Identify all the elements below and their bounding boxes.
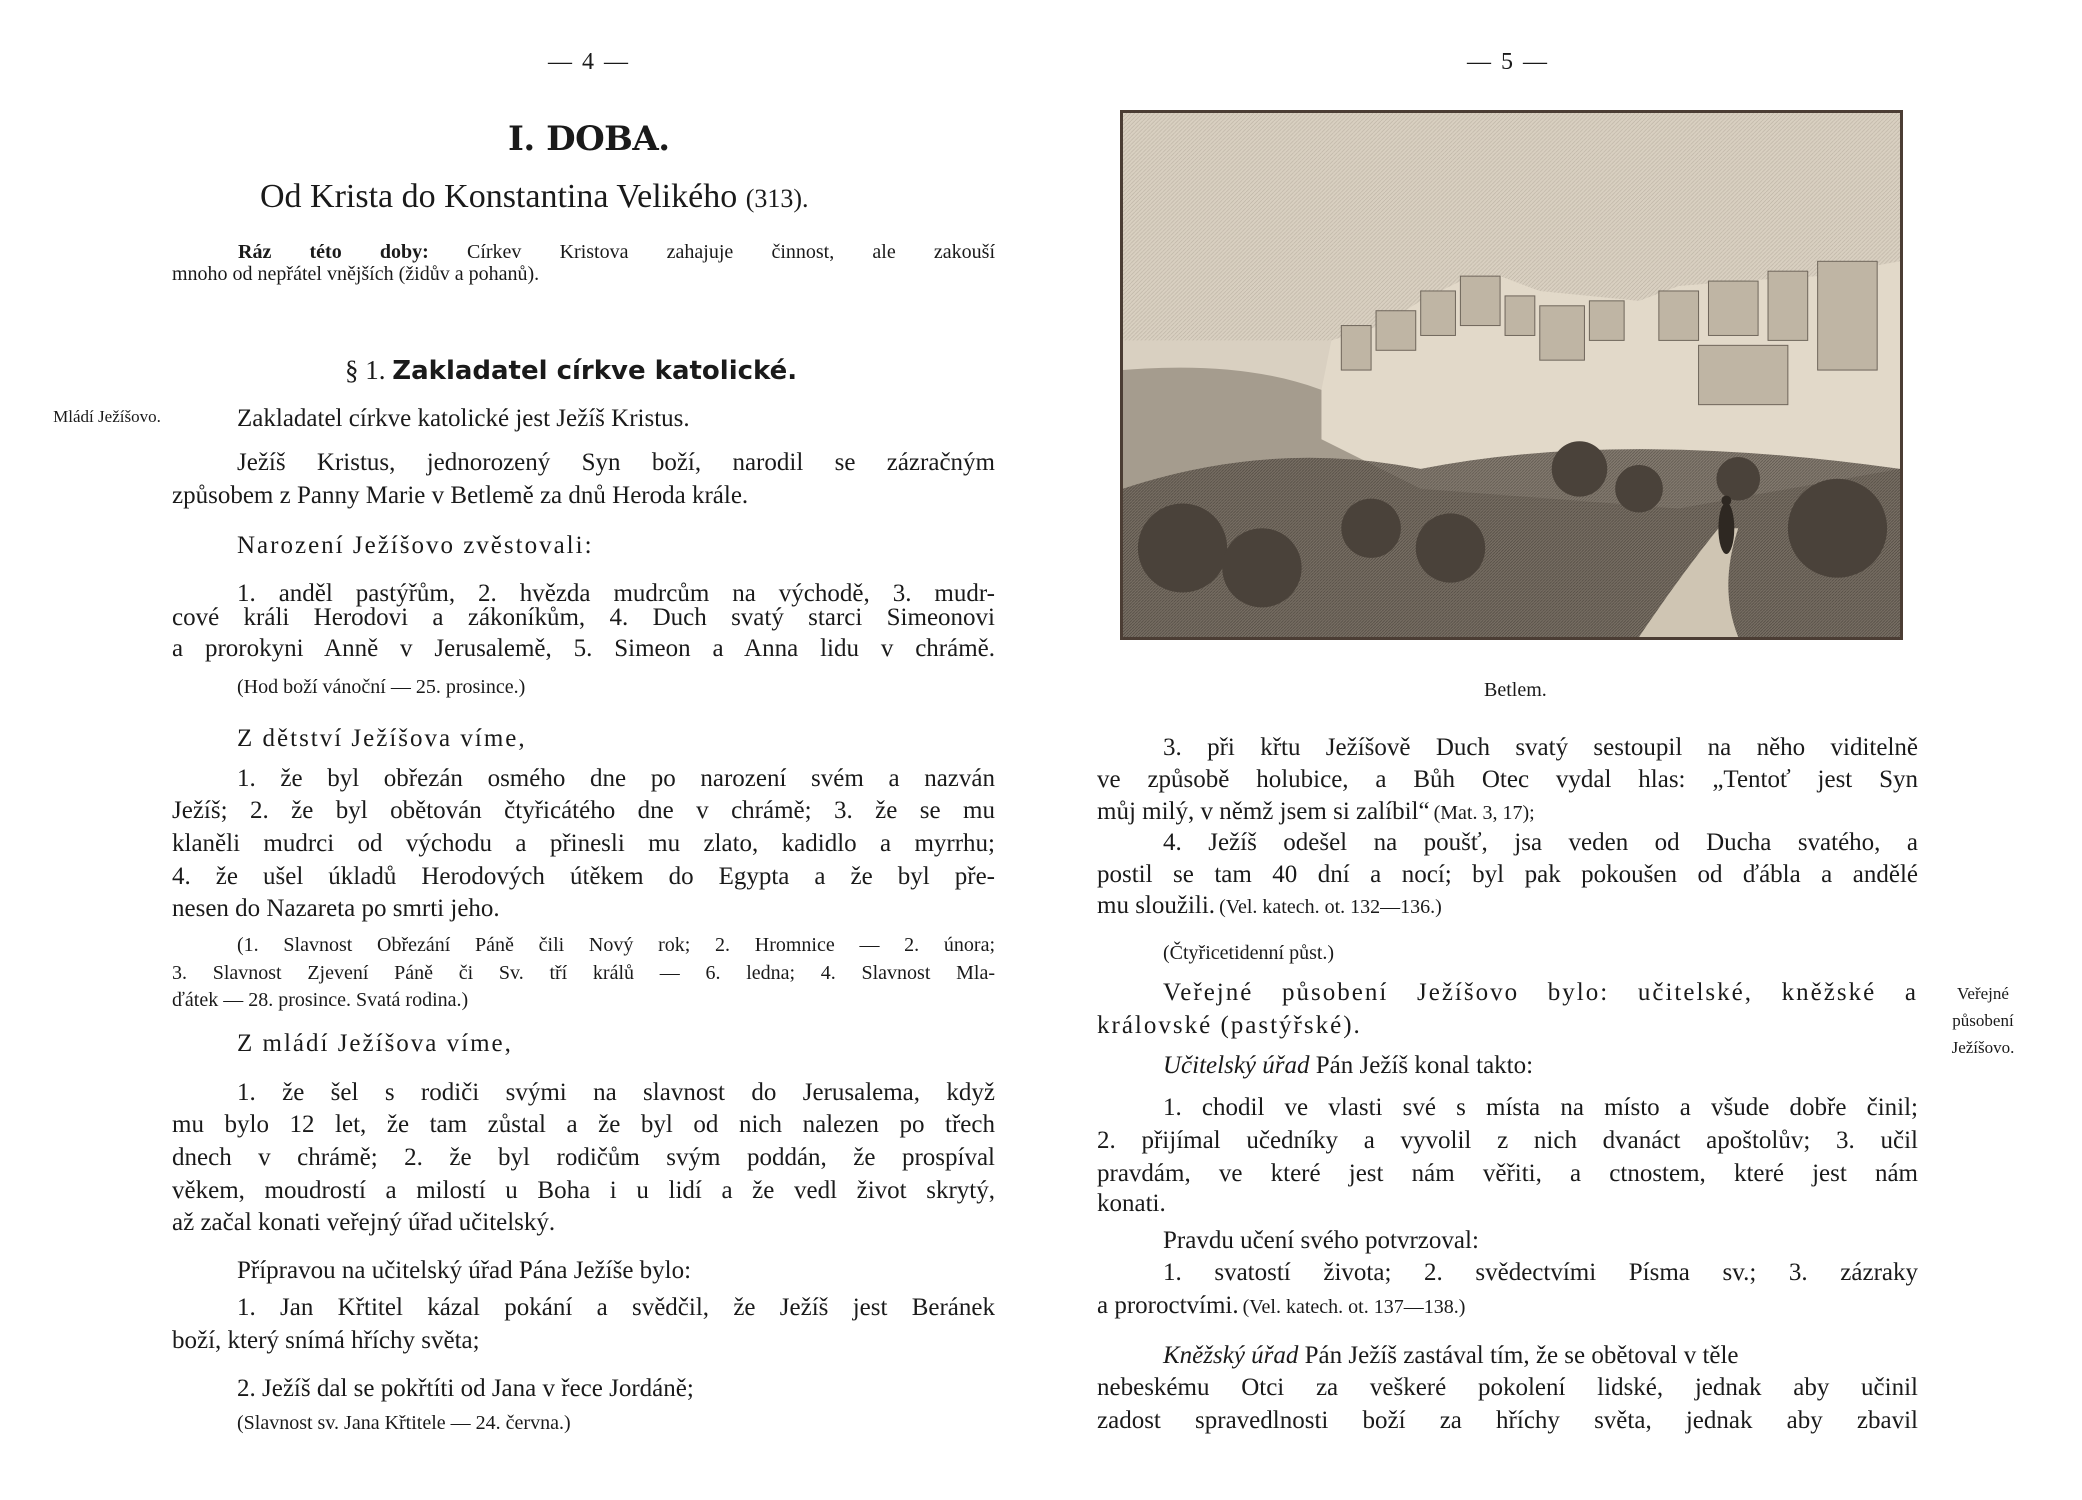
text-line: postil se tam 40 dní a nocí; byl pak pokoušen od ďábla a andělé [1097, 861, 1918, 888]
engraving-illustration [1123, 113, 1900, 637]
text-line: 1. že šel s rodiči svými na slavnost do Jerusalema, když [237, 1079, 995, 1106]
text-line: Ježíš Kristus, jednorozený Syn boží, narodil se zázračným [237, 449, 995, 476]
text-line: 4. Ježíš odešel na poušť, jsa veden od Ducha svatého, a [1163, 829, 1918, 856]
margin-note: Mládí Ježíšovo. [53, 407, 161, 426]
period-character-text: Církev Kristova zahajuje činnost, ale zakouší [466, 241, 996, 263]
scripture-reference: (Mat. 3, 17); [1433, 802, 1535, 824]
text-line-main: můj milý, v němž jsem si zalíbil“ [1097, 798, 1430, 825]
text-line: 1. že byl obřezán osmého dne po narození svém a nazván [237, 765, 995, 792]
page-number: — 4 — [548, 49, 630, 75]
section-sign: § 1. [345, 355, 386, 385]
text-line: zadost spravedlnosti boží za hříchy světa, jednak aby zbavil [1097, 1407, 1918, 1434]
text-line: Přípravou na učitelský úřad Pána Ježíše bylo: [237, 1257, 692, 1284]
text-line: pravdám, ve které jest nám věřiti, a ctnostem, které jest nám [1097, 1160, 1918, 1187]
text-line-main: Pán Ježíš zastával tím, že se obětoval v těle [1304, 1342, 1739, 1369]
text-line: boží, který snímá hříchy světa; [172, 1327, 480, 1354]
text-line [1097, 799, 1535, 824]
footnote-line: (Čtyřicetidenní půst.) [1163, 942, 1335, 964]
period-subtitle-text: Od Krista do Konstantina Velikého [260, 178, 738, 215]
period-year: (313). [745, 184, 809, 213]
text-line: nebeskému Otci za veškeré pokolení lidské, jednak aby učinil [1097, 1374, 1918, 1401]
period-character-line-1 [238, 242, 995, 262]
text-line: 3. při křtu Ježíšově Duch svatý sestoupil na něho viditelně [1163, 734, 1918, 761]
period-heading: I. DOBA. [508, 119, 670, 159]
text-line: mu bylo 12 let, že tam zůstal a že byl od nich nalezen po třech [172, 1111, 995, 1138]
text-line: Ježíš; 2. že byl obětován čtyřicátého dne v chrámě; 3. že se mu [172, 797, 995, 824]
text-line: Narození Ježíšovo zvěstovali: [237, 532, 594, 559]
figure-bethlehem-engraving [1120, 110, 1903, 640]
text-line: 4. že ušel úkladů Herodových útěkem do Egypta a že byl pře- [172, 863, 995, 890]
text-line: 1. Jan Křtitel kázal pokání a svědčil, že Ježíš jest Beránek [237, 1294, 995, 1321]
text-line: ve způsobě holubice, a Bůh Otec vydal hlas: „Tentoť jest Syn [1097, 766, 1918, 793]
text-line-main: mu sloužili. [1097, 892, 1216, 919]
footnote-line: (Slavnost sv. Jana Křtitele — 24. června.) [237, 1412, 571, 1434]
emphasis-teaching-office: Učitelský úřad [1163, 1052, 1310, 1079]
text-line: konati. [1097, 1190, 1166, 1217]
text-line: věkem, moudrostí a milostí u Boha i u lidí a že vedl život skrytý, [172, 1177, 995, 1204]
text-line: cové králi Herodovi a zákoníkům, 4. Duch svatý starci Simeonovi [172, 604, 995, 631]
section-title: Zakladatel církve katolické. [392, 356, 798, 386]
text-line: 2. přijímal učedníky a vyvolil z nich dvanáct apoštolův; 3. učil [1097, 1127, 1918, 1154]
text-line-main: a proroctvími. [1097, 1292, 1239, 1319]
text-line [1097, 1293, 1465, 1318]
right-page [1041, 0, 2082, 1500]
section-heading [345, 357, 797, 384]
text-line: nesen do Nazareta po smrti jeho. [172, 895, 500, 922]
text-line: Z dětství Ježíšova víme, [237, 725, 527, 752]
text-line: dnech v chrámě; 2. že byl rodičům svým poddán, že prospíval [172, 1144, 995, 1171]
text-line [1163, 1053, 1533, 1078]
text-line: Zakladatel církve katolické jest Ježíš Kristus. [237, 405, 690, 432]
text-line: 2. Ježíš dal se pokřtíti od Jana v řece Jordáně; [237, 1375, 694, 1402]
text-line: Pravdu učení svého potvrzoval: [1163, 1227, 1479, 1254]
text-line: až začal konati veřejný úřad učitelský. [172, 1209, 556, 1236]
text-line: Z mládí Ježíšova víme, [237, 1030, 513, 1057]
text-line: klaněli mudrci od východu a přinesli mu zlato, kadidlo a myrrhu; [172, 830, 995, 857]
text-line: královské (pastýřské). [1097, 1012, 1362, 1039]
text-line [1097, 893, 1442, 918]
text-line [1163, 1343, 1739, 1368]
margin-note: Veřejné působení Ježíšovo. [1951, 984, 2015, 1057]
emphasis-priestly-office: Kněžský úřad [1163, 1342, 1299, 1369]
text-line: a prorokyni Anně v Jerusalemě, 5. Simeon a Anna lidu v chrámě. [172, 635, 995, 662]
footnote-line: 3. Slavnost Zjevení Páně či Sv. tří králů — 6. ledna; 4. Slavnost Mla- [172, 962, 995, 984]
period-subtitle [260, 180, 809, 214]
text-line-main: Pán Ježíš konal takto: [1315, 1052, 1534, 1079]
text-line: 1. svatostí života; 2. svědectvími Písma sv.; 3. zázraky [1163, 1259, 1918, 1286]
footnote-line: ďátek — 28. prosince. Svatá rodina.) [172, 989, 469, 1011]
footnote-line: (1. Slavnost Obřezání Páně čili Nový rok; 2. Hromnice — 2. února; [237, 934, 995, 956]
period-character-label: Ráz této doby: [238, 241, 429, 263]
catechism-reference: (Vel. katech. ot. 137—138.) [1242, 1296, 1466, 1318]
text-line: způsobem z Panny Marie v Betlemě za dnů Heroda krále. [172, 482, 749, 509]
text-line: 1. chodil ve vlasti své s místa na místo a všude dobře činil; [1163, 1094, 1918, 1121]
text-line: Veřejné působení Ježíšovo bylo: učitelské, kněžské a [1163, 979, 1918, 1006]
text-line: 1. anděl pastýřům, 2. hvězda mudrcům na východě, 3. mudr- [237, 580, 995, 607]
figure-caption: Betlem. [1484, 679, 1547, 701]
footnote-line: (Hod boží vánoční — 25. prosince.) [237, 676, 526, 698]
catechism-reference: (Vel. katech. ot. 132—136.) [1219, 896, 1442, 918]
period-character-line-2: mnoho od nepřátel vnějších (židův a pohanů). [172, 263, 540, 285]
page-number: — 5 — [1467, 49, 1549, 75]
